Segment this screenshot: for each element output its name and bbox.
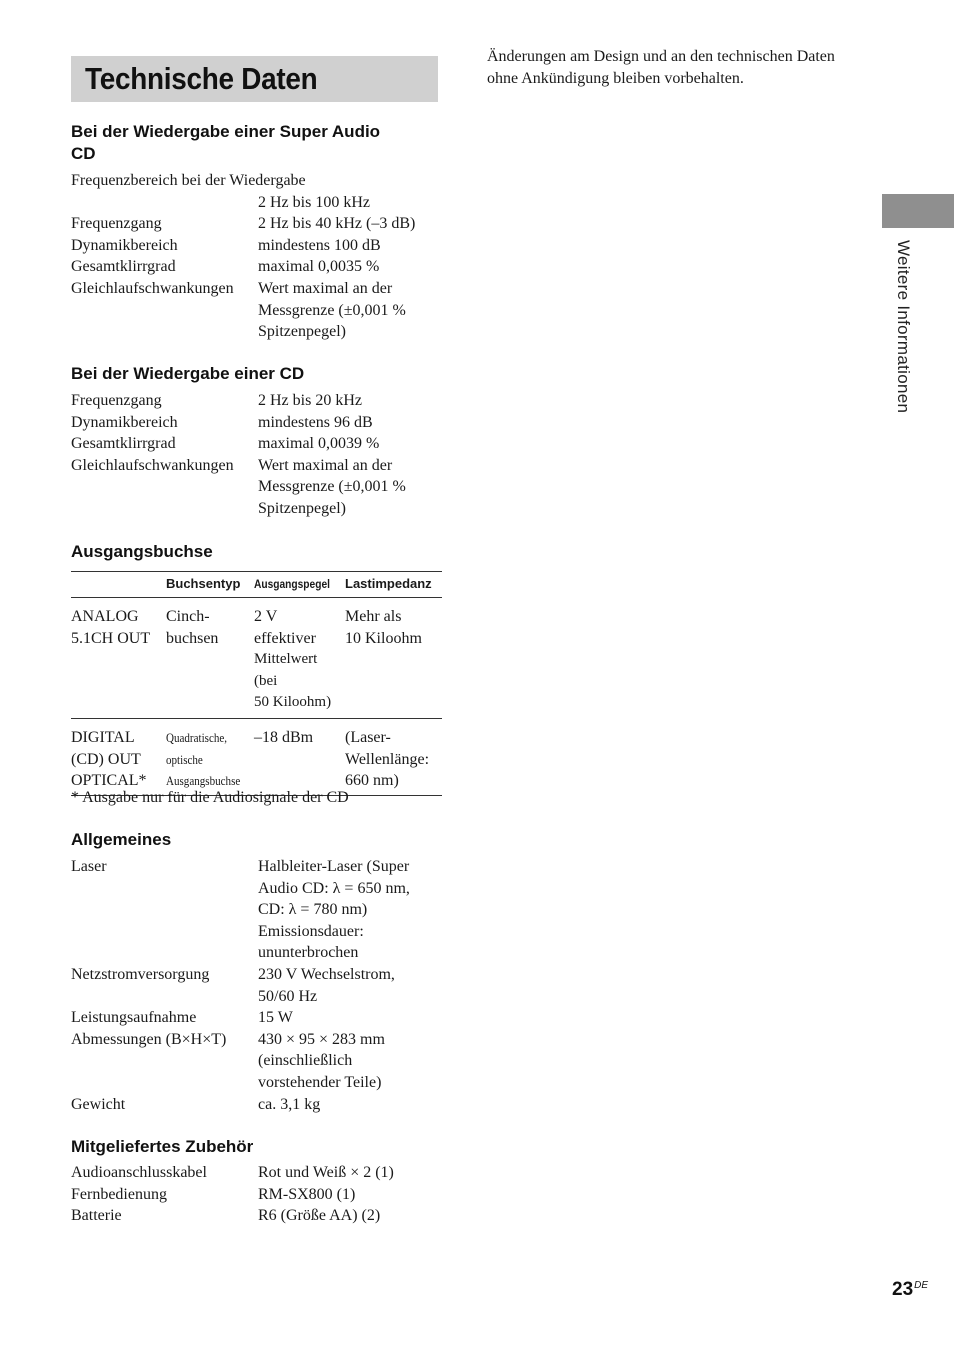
- spec-row: [71, 856, 441, 964]
- page-number-suffix: DE: [914, 1279, 929, 1291]
- spec-label: Frequenzgang: [71, 392, 162, 409]
- cell-line: Cinch-: [166, 608, 210, 625]
- spec-list-accessories: [71, 1162, 441, 1227]
- disclaimer-note: [487, 46, 867, 89]
- cell-line: buchsen: [166, 629, 219, 647]
- cell-line: 660 nm): [345, 772, 399, 790]
- spec-row: [71, 278, 441, 343]
- spec-row: [71, 390, 441, 412]
- spec-list-general: [71, 856, 441, 1115]
- cell-line: 50 Kiloohm): [254, 694, 332, 711]
- table-cell: [166, 598, 254, 719]
- heading-sacd: [71, 121, 443, 165]
- spec-row: [71, 412, 441, 434]
- spec-label: Leistungsaufnahme: [71, 1009, 197, 1027]
- spec-row: [71, 1094, 441, 1116]
- heading-output: Ausgangsbuchse: [71, 542, 213, 561]
- cell-line: 10 Kiloohm: [345, 629, 422, 647]
- spec-list-sacd: [71, 170, 441, 343]
- table-row: [71, 598, 442, 719]
- cell-line: Ausgangsbuchse: [166, 773, 241, 789]
- disclaimer-line: ohne Ankündigung bleiben vorbehalten.: [487, 69, 744, 87]
- spec-row: [71, 433, 441, 455]
- column-header: Ausgangspegel: [254, 572, 331, 598]
- spec-value-line: ununterbrochen: [258, 944, 359, 962]
- spec-value-line: Audio CD: λ = 650 nm,: [258, 879, 410, 897]
- output-jack-table: [71, 571, 442, 796]
- cell-line: DIGITAL: [71, 728, 135, 746]
- heading-general: Allgemeines: [71, 830, 172, 849]
- spec-label: Gesamtklirrgrad: [71, 258, 176, 276]
- spec-value: 2 Hz bis 20 kHz: [258, 392, 362, 409]
- cell-line: (Laser-: [345, 728, 391, 746]
- spec-row: [71, 1029, 441, 1094]
- spec-label: Frequenzbereich bei der Wiedergabe: [71, 172, 306, 189]
- cell-line: 2 V: [254, 608, 278, 625]
- spec-value-line: Spitzenpegel): [258, 323, 346, 341]
- cell-line: (bei: [254, 672, 278, 689]
- page-title: Technische Daten: [85, 61, 318, 96]
- spec-value: Rot und Weiß × 2 (1): [258, 1164, 394, 1181]
- cell-line: Mehr als: [345, 608, 402, 625]
- table-footnote: * Ausgabe nur für die Audiosignale der CD: [71, 789, 349, 806]
- spec-value-line: (einschließlich: [258, 1052, 353, 1070]
- table-cell: [254, 718, 345, 795]
- spec-value-line: Messgrenze (±0,001 %: [258, 478, 406, 496]
- cell-line: effektiver: [254, 629, 316, 647]
- heading-line: CD: [71, 144, 96, 163]
- spec-label: Audioanschlusskabel: [71, 1164, 207, 1181]
- spec-value-line: CD: λ = 780 nm): [258, 901, 368, 919]
- spec-value: 2 Hz bis 100 kHz: [258, 193, 370, 211]
- section-tab-text: Weitere Informationen: [894, 240, 913, 414]
- spec-label: Dynamikbereich: [71, 413, 178, 431]
- spec-value: [258, 1029, 441, 1094]
- spec-row: [71, 1184, 441, 1206]
- page-number: [892, 1279, 928, 1301]
- spec-row: [71, 192, 441, 214]
- spec-row: [71, 455, 441, 520]
- spec-row: [71, 1162, 441, 1184]
- table-cell: [254, 598, 345, 719]
- column-header: Buchsentyp: [166, 572, 254, 598]
- cell-line: OPTICAL*: [71, 772, 147, 790]
- table-cell: [345, 718, 442, 795]
- cell-line: –18 dBm: [254, 728, 314, 746]
- cell-line: (CD) OUT: [71, 750, 141, 768]
- spec-row: [71, 964, 441, 1007]
- column-header: [71, 572, 166, 598]
- spec-value: mindestens 100 dB: [258, 236, 381, 254]
- cell-line: Wellenlänge:: [345, 750, 430, 768]
- spec-label: Fernbedienung: [71, 1185, 167, 1203]
- table-cell: [345, 598, 442, 719]
- spec-row: [71, 256, 441, 278]
- table-cell: [71, 718, 166, 795]
- spec-value-line: Wert maximal an der: [258, 456, 393, 474]
- page-number-value: 23: [892, 1279, 914, 1300]
- spec-value: [258, 278, 441, 343]
- section-tab-marker: [882, 194, 954, 228]
- spec-value: maximal 0,0039 %: [258, 435, 380, 453]
- spec-value-line: Emissionsdauer:: [258, 922, 364, 940]
- spec-value-line: Wert maximal an der: [258, 279, 393, 297]
- spec-label: Gleichlaufschwankungen: [71, 456, 234, 474]
- spec-value: 2 Hz bis 40 kHz (–3 dB): [258, 215, 416, 233]
- spec-row: [71, 1007, 441, 1029]
- spec-value-line: Messgrenze (±0,001 %: [258, 301, 406, 319]
- spec-row: [71, 213, 441, 235]
- spec-label: Dynamikbereich: [71, 236, 178, 254]
- spec-label: Gleichlaufschwankungen: [71, 279, 234, 297]
- cell-line: Quadratische,: [166, 729, 228, 745]
- title-bar: [71, 56, 438, 102]
- spec-value-line: Halbleiter-Laser (Super: [258, 858, 410, 875]
- spec-label: Gesamtklirrgrad: [71, 435, 176, 453]
- cell-line: Mittelwert: [254, 651, 318, 668]
- cell-line: optische: [166, 751, 203, 767]
- spec-value-line: 230 V Wechselstrom,: [258, 965, 395, 983]
- spec-list-cd: [71, 390, 441, 520]
- heading-line: Bei der Wiedergabe einer Super Audio: [71, 122, 381, 141]
- column-header: Lastimpedanz: [345, 572, 442, 598]
- spec-value: 15 W: [258, 1009, 293, 1027]
- cell-line: 5.1CH OUT: [71, 629, 151, 647]
- spec-value: [258, 455, 441, 520]
- spec-label: Gewicht: [71, 1095, 126, 1113]
- table-cell: [71, 598, 166, 719]
- heading-accessories: Mitgeliefertes Zubehör: [71, 1137, 254, 1156]
- spec-value-line: Spitzenpegel): [258, 499, 346, 517]
- spec-value-line: 50/60 Hz: [258, 987, 318, 1005]
- spec-row: [71, 235, 441, 257]
- spec-label: Laser: [71, 858, 107, 875]
- spec-row: [71, 1205, 441, 1227]
- disclaimer-line: Änderungen am Design und an den technischen Daten: [487, 48, 835, 65]
- section-tab-label: [893, 240, 917, 470]
- spec-value-line: vorstehender Teile): [258, 1073, 382, 1091]
- spec-value: maximal 0,0035 %: [258, 258, 380, 276]
- spec-value: [258, 856, 441, 964]
- spec-value: [258, 964, 441, 1007]
- spec-value-line: 430 × 95 × 283 mm: [258, 1030, 385, 1048]
- spec-value: mindestens 96 dB: [258, 413, 373, 431]
- spec-label: Abmessungen (B×H×T): [71, 1030, 227, 1048]
- spec-label: Batterie: [71, 1207, 122, 1225]
- table-cell: [166, 718, 254, 795]
- cell-line: ANALOG: [71, 608, 139, 625]
- spec-value: R6 (Größe AA) (2): [258, 1207, 381, 1225]
- spec-label: Netzstromversorgung: [71, 965, 210, 983]
- spec-value: ca. 3,1 kg: [258, 1095, 321, 1113]
- heading-cd: Bei der Wiedergabe einer CD: [71, 364, 305, 383]
- table-header-row: [71, 572, 442, 598]
- spec-label: Frequenzgang: [71, 215, 162, 233]
- spec-value: RM-SX800 (1): [258, 1185, 356, 1203]
- table-row: [71, 718, 442, 795]
